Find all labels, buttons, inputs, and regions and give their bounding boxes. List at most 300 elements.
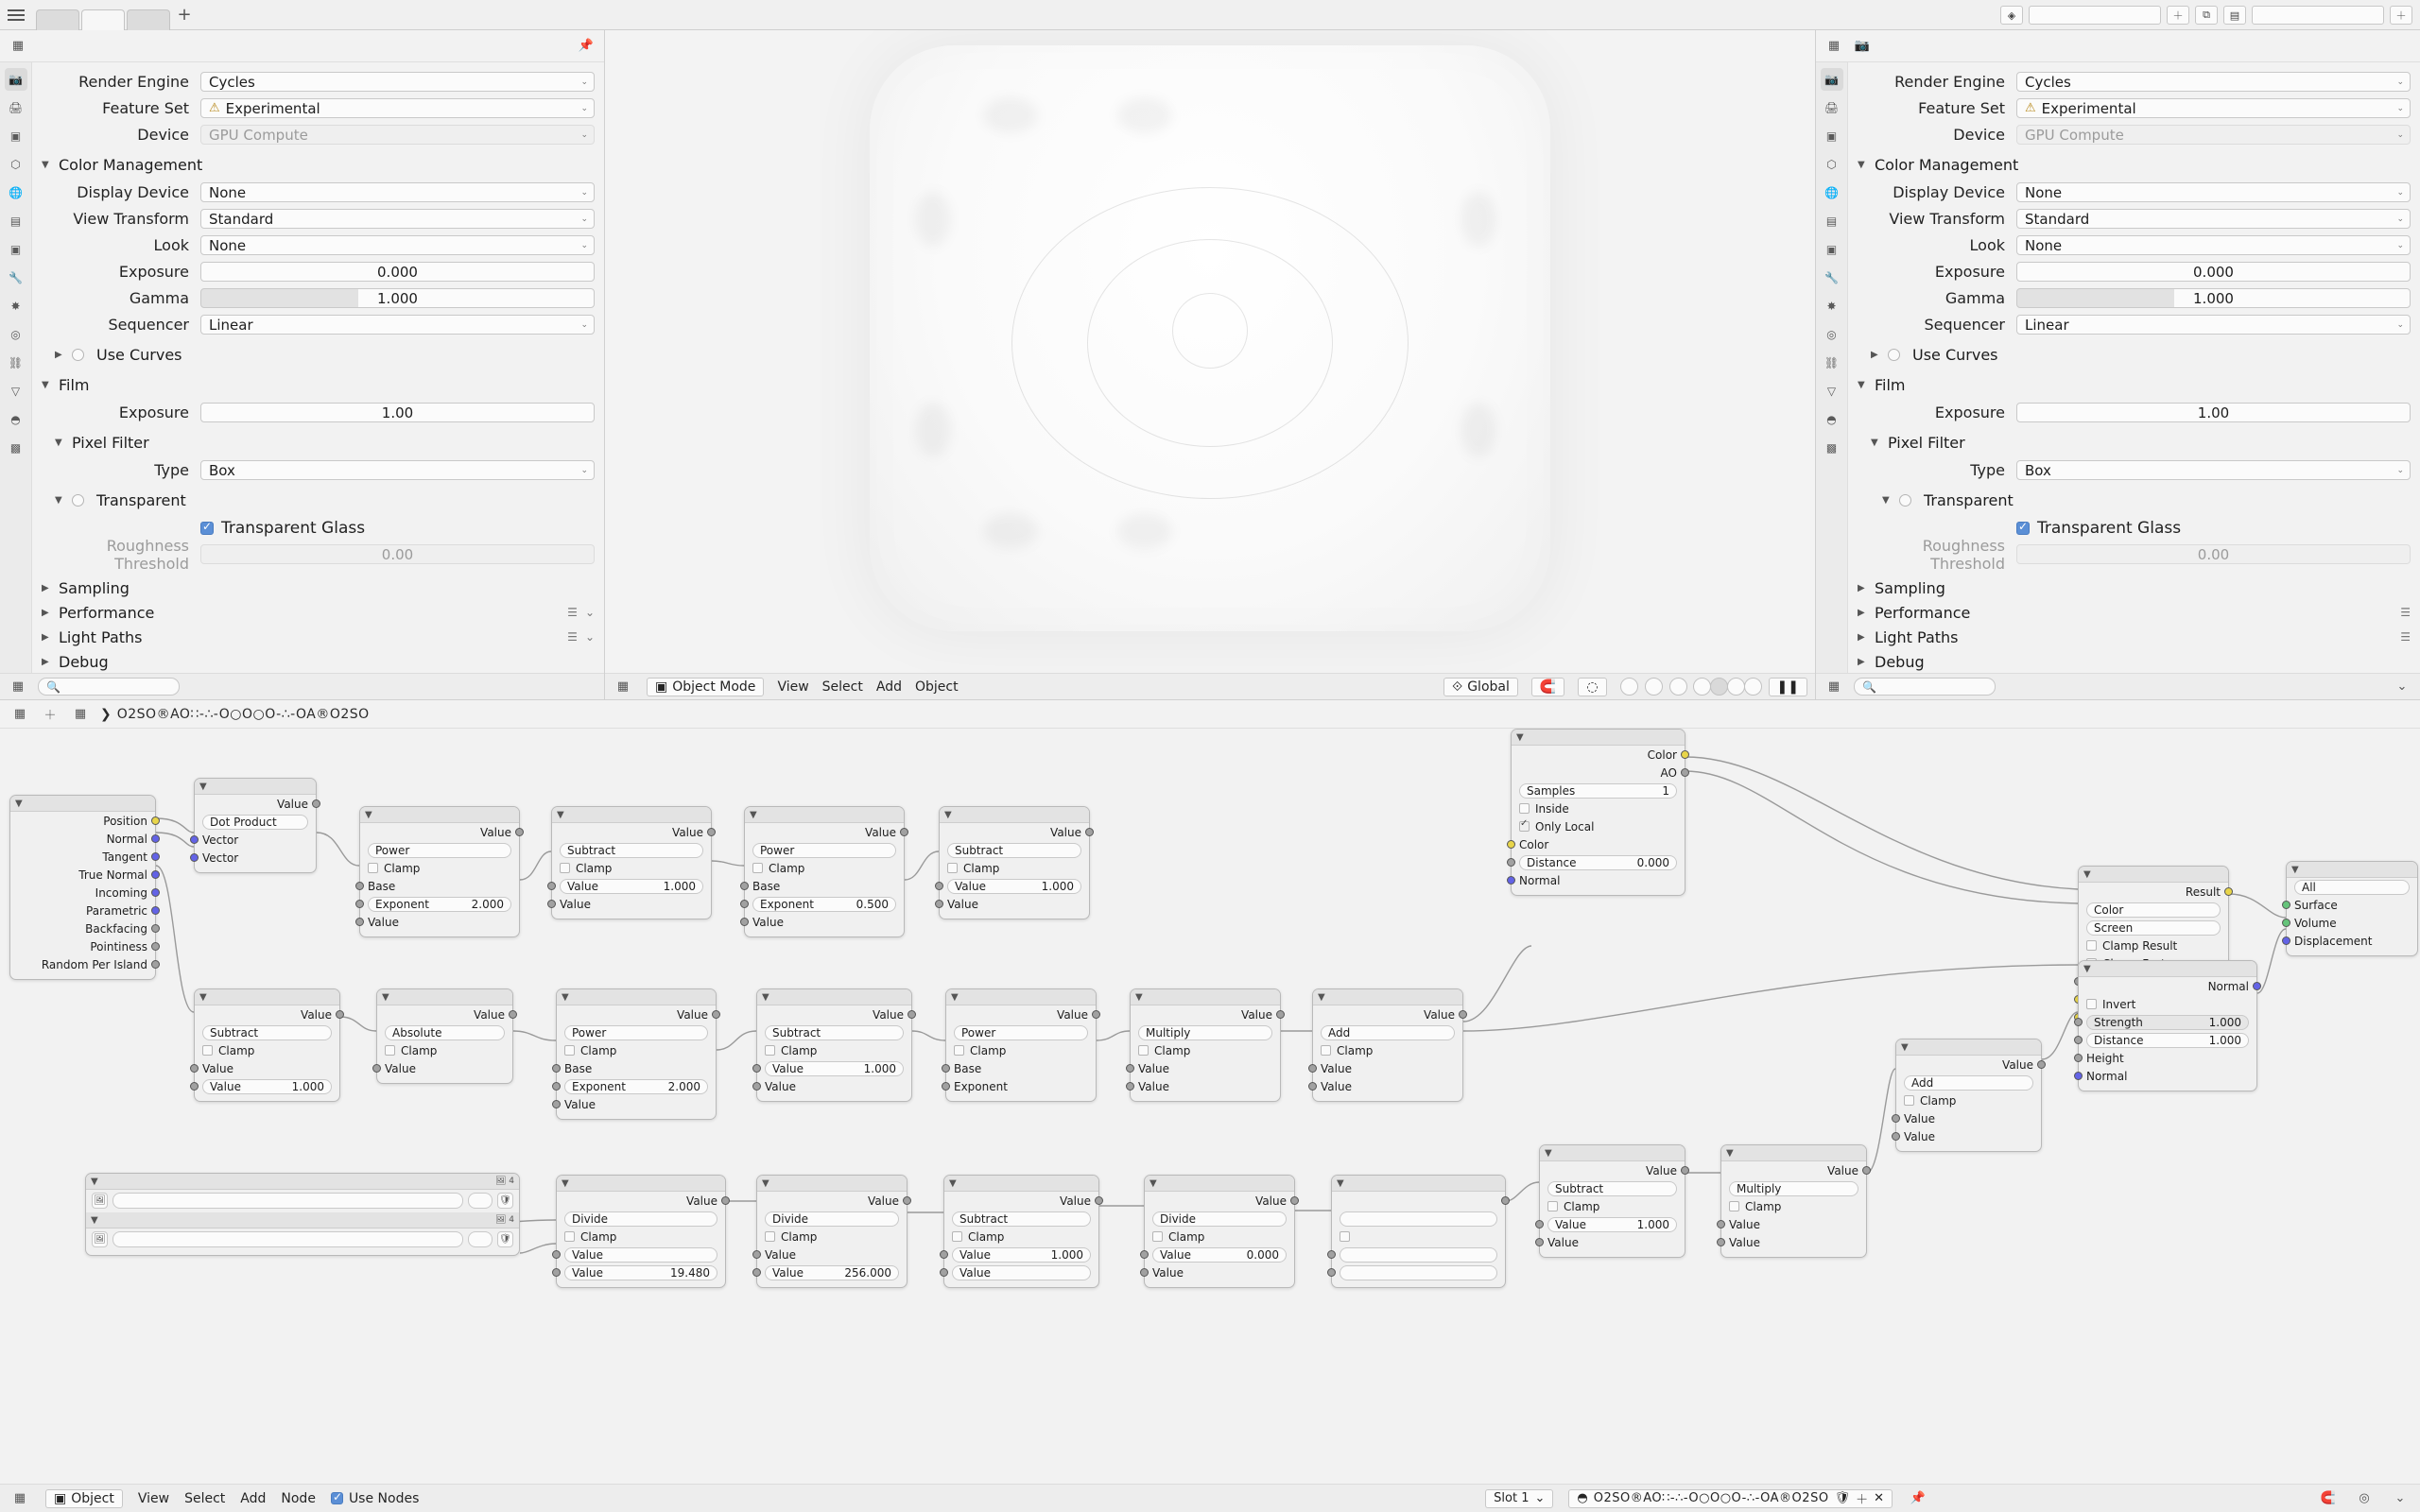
gamma-slider[interactable] — [200, 288, 595, 308]
clamp-checkbox-row[interactable] — [557, 1041, 716, 1059]
image-browse-icon[interactable]: 🖼 — [92, 1231, 108, 1247]
film-exposure-slider[interactable] — [200, 403, 595, 422]
tab-world[interactable]: 🌐 — [9, 186, 23, 199]
pixel-filter-type-dropdown[interactable] — [2016, 460, 2411, 480]
texture-row-2[interactable] — [86, 1228, 519, 1249]
clamp-checkbox-row[interactable] — [1540, 1197, 1685, 1215]
inside-checkbox-row[interactable] — [1512, 799, 1685, 817]
socket-out[interactable] — [151, 924, 160, 933]
clamp-checkbox[interactable] — [1547, 1201, 1558, 1211]
operation-dropdown[interactable] — [552, 841, 711, 859]
operation-dropdown[interactable] — [360, 841, 519, 859]
clamp-checkbox[interactable] — [752, 863, 763, 873]
target-dropdown[interactable] — [2287, 878, 2417, 896]
tab-physics[interactable]: ◎ — [1826, 328, 1837, 341]
socket-out[interactable] — [2037, 1060, 2046, 1069]
clamp-checkbox-row[interactable] — [1332, 1228, 1505, 1246]
light-paths-panel-header[interactable] — [1858, 625, 2411, 649]
socket-in[interactable] — [740, 900, 749, 908]
visibility-icon[interactable] — [1620, 678, 1638, 696]
texture-row-1[interactable] — [86, 1190, 519, 1211]
tab-render[interactable]: 📷 — [5, 68, 27, 91]
node-math-subtract-1[interactable] — [551, 806, 712, 919]
node-math-divide-2[interactable] — [756, 1175, 908, 1288]
socket-out[interactable] — [707, 828, 716, 836]
input-exponent[interactable] — [360, 895, 519, 913]
scene-field[interactable] — [2029, 6, 2161, 25]
clamp-checkbox[interactable] — [564, 1231, 575, 1242]
viewport-menu-object[interactable]: Object — [914, 679, 959, 695]
input-value-1[interactable] — [940, 877, 1089, 895]
node-header[interactable]: ▼ — [552, 807, 711, 823]
tab-collection[interactable]: ▤ — [9, 215, 22, 228]
texture-name-field[interactable] — [112, 1231, 463, 1247]
color-management-panel-header[interactable] — [42, 152, 595, 177]
socket-in[interactable] — [942, 1082, 950, 1091]
inside-checkbox[interactable] — [1519, 803, 1530, 814]
invert-checkbox[interactable] — [2086, 999, 2097, 1009]
tab-scene[interactable]: ⬡ — [10, 158, 21, 171]
use-curves-panel-header[interactable] — [42, 342, 595, 367]
node-header[interactable]: ▼ — [757, 989, 911, 1005]
pin-icon[interactable]: 📌 — [1910, 1491, 1927, 1505]
tab-data[interactable]: ▽ — [1826, 385, 1837, 398]
viewport-menu-view[interactable]: View — [777, 679, 809, 695]
clamp-checkbox-row[interactable] — [1313, 1041, 1462, 1059]
socket-out[interactable] — [151, 834, 160, 843]
tab-render[interactable]: 📷 — [1821, 68, 1843, 91]
socket-out[interactable] — [151, 942, 160, 951]
scene-icon[interactable]: ◈ — [2000, 6, 2023, 25]
socket-in[interactable] — [547, 900, 556, 908]
transparent-glass-checkbox[interactable] — [2016, 522, 2030, 535]
socket-in[interactable] — [1507, 876, 1515, 885]
shader-menu-view[interactable]: View — [137, 1490, 170, 1506]
socket-out[interactable] — [721, 1196, 730, 1205]
viewport-menu-select[interactable]: Select — [821, 679, 863, 695]
editor-type-icon[interactable]: ▦ — [1827, 39, 1841, 53]
operation-dropdown[interactable] — [745, 841, 904, 859]
transparent-glass-checkbox[interactable] — [200, 522, 214, 535]
editor-type-icon[interactable]: ▦ — [13, 707, 26, 721]
film-exposure-slider[interactable] — [2016, 403, 2411, 422]
node-math-subtract-3[interactable] — [194, 988, 340, 1102]
clamp-checkbox-row[interactable] — [1896, 1091, 2041, 1109]
operation-dropdown[interactable] — [195, 1023, 339, 1041]
tab-constraints[interactable]: ⛓ — [1824, 356, 1840, 369]
node-math-multiply-2[interactable] — [1720, 1144, 1867, 1258]
socket-out[interactable] — [2224, 887, 2233, 896]
socket-in[interactable] — [1327, 1250, 1336, 1259]
input-value-1[interactable] — [1332, 1246, 1505, 1263]
tab-texture[interactable]: ▩ — [9, 441, 22, 455]
socket-out[interactable] — [151, 888, 160, 897]
viewlayer-field[interactable] — [2252, 6, 2384, 25]
operation-dropdown[interactable] — [1721, 1179, 1866, 1197]
shield-icon[interactable]: 🛡 — [497, 1193, 513, 1209]
tab-collection[interactable]: ▤ — [1825, 215, 1838, 228]
workspace-tab-3[interactable] — [127, 9, 170, 30]
viewport-3d[interactable] — [605, 30, 1815, 699]
socket-in[interactable] — [190, 1064, 199, 1073]
node-header[interactable]: ▼ — [1540, 1145, 1685, 1161]
clamp-checkbox[interactable] — [385, 1045, 395, 1056]
exposure-slider[interactable] — [200, 262, 595, 282]
socket-out[interactable] — [1085, 828, 1094, 836]
render-engine-dropdown[interactable] — [2016, 72, 2411, 92]
app-menu-icon[interactable] — [0, 0, 32, 30]
operation-dropdown[interactable] — [377, 1023, 512, 1041]
socket-in[interactable] — [190, 1082, 199, 1091]
color-management-panel-header[interactable] — [1858, 152, 2411, 177]
editor-type-icon[interactable]: ▦ — [616, 679, 630, 694]
operation-dropdown[interactable] — [1332, 1210, 1505, 1228]
node-math-subtract-2[interactable] — [939, 806, 1090, 919]
node-header[interactable]: ▼ — [195, 989, 339, 1005]
input-value-2[interactable] — [195, 1077, 339, 1095]
clamp-checkbox[interactable] — [1340, 1231, 1350, 1242]
viewlayer-icon[interactable]: ▤ — [2223, 6, 2246, 25]
clamp-checkbox[interactable] — [202, 1045, 213, 1056]
tab-particles[interactable]: ✸ — [1826, 300, 1837, 313]
look-dropdown[interactable] — [2016, 235, 2411, 255]
clamp-checkbox[interactable] — [765, 1045, 775, 1056]
overlay-icon[interactable] — [1669, 678, 1687, 696]
display-device-dropdown[interactable] — [200, 182, 595, 202]
socket-in[interactable] — [2282, 919, 2290, 927]
close-icon[interactable]: ✕ — [1874, 1491, 1884, 1505]
socket-in[interactable] — [547, 882, 556, 890]
input-exponent[interactable] — [557, 1077, 716, 1095]
add-workspace-button[interactable]: + — [177, 4, 192, 25]
snapping-toggle[interactable] — [1531, 678, 1564, 696]
clamp-checkbox-row[interactable] — [944, 1228, 1098, 1246]
mode-selector[interactable] — [647, 678, 764, 696]
input-value-1[interactable] — [557, 1246, 725, 1263]
socket-in[interactable] — [1126, 1064, 1134, 1073]
tab-modifiers[interactable]: 🔧 — [9, 271, 23, 284]
input-value-2[interactable] — [1332, 1263, 1505, 1281]
operation-dropdown[interactable] — [195, 813, 316, 831]
socket-in[interactable] — [740, 882, 749, 890]
input-value-2[interactable] — [557, 1263, 725, 1281]
viewport-menu-add[interactable]: Add — [875, 679, 902, 695]
node-header[interactable]: ▼ — [1145, 1176, 1294, 1192]
socket-in[interactable] — [1308, 1082, 1317, 1091]
view-transform-dropdown[interactable] — [200, 209, 595, 229]
socket-in[interactable] — [1892, 1132, 1900, 1141]
tab-world[interactable]: 🌐 — [1824, 186, 1839, 199]
node-math-power-1[interactable] — [359, 806, 520, 937]
data-type-dropdown[interactable] — [2079, 901, 2228, 919]
node-header[interactable]: ▼ 🖼 4 — [86, 1174, 519, 1190]
node-math-divide-4[interactable] — [1331, 1175, 1506, 1288]
add-node-icon[interactable]: ＋ — [43, 709, 57, 723]
shader-menu-select[interactable]: Select — [184, 1490, 226, 1506]
node-header[interactable]: ▼ — [940, 807, 1089, 823]
input-value-2[interactable] — [944, 1263, 1098, 1281]
tab-material[interactable]: ◓ — [1826, 413, 1837, 426]
socket-in[interactable] — [2282, 936, 2290, 945]
editor-type-icon[interactable]: ▦ — [11, 679, 25, 694]
socket-in[interactable] — [1507, 858, 1515, 867]
search-input[interactable] — [38, 678, 180, 696]
texture-name-field[interactable] — [112, 1193, 463, 1209]
socket-out[interactable] — [1862, 1166, 1871, 1175]
operation-dropdown[interactable] — [1896, 1074, 2041, 1091]
clamp-checkbox-row[interactable] — [745, 859, 904, 877]
new-scene-icon[interactable]: ＋ — [2167, 6, 2189, 25]
socket-out[interactable] — [1681, 750, 1689, 759]
input-strength[interactable] — [2079, 1013, 2256, 1031]
invert-checkbox-row[interactable] — [2079, 995, 2256, 1013]
socket-in[interactable] — [752, 1268, 761, 1277]
clamp-checkbox-row[interactable] — [557, 1228, 725, 1246]
tab-constraints[interactable]: ⛓ — [8, 356, 24, 369]
socket-in[interactable] — [1327, 1268, 1336, 1277]
snap-icon[interactable]: ▦ — [74, 707, 87, 721]
socket-in[interactable] — [752, 1064, 761, 1073]
socket-in[interactable] — [552, 1100, 561, 1108]
socket-in[interactable] — [1507, 840, 1515, 849]
tab-material[interactable]: ◓ — [10, 413, 21, 426]
tab-particles[interactable]: ✸ — [10, 300, 21, 313]
socket-out[interactable] — [312, 799, 320, 808]
performance-panel-header[interactable] — [1858, 600, 2411, 625]
shader-menu-node[interactable]: Node — [281, 1490, 316, 1506]
socket-out[interactable] — [336, 1010, 344, 1019]
node-bump[interactable] — [2078, 960, 2257, 1091]
node-math-power-3[interactable] — [556, 988, 717, 1120]
use-curves-checkbox[interactable] — [1888, 349, 1900, 361]
socket-in[interactable] — [1535, 1220, 1544, 1228]
image-browse-icon[interactable]: 🖼 — [92, 1193, 108, 1209]
socket-out[interactable] — [151, 960, 160, 969]
shield-icon[interactable]: 🛡 — [1834, 1491, 1851, 1505]
view-transform-dropdown[interactable] — [2016, 209, 2411, 229]
socket-out[interactable] — [509, 1010, 517, 1019]
socket-in[interactable] — [1140, 1250, 1149, 1259]
socket-in[interactable] — [940, 1268, 948, 1277]
node-math-power-4[interactable] — [945, 988, 1097, 1102]
socket-in[interactable] — [1892, 1114, 1900, 1123]
node-math-divide-1[interactable] — [556, 1175, 726, 1288]
search-input[interactable] — [1854, 678, 1996, 696]
feature-set-dropdown[interactable] — [200, 98, 595, 118]
node-header[interactable]: ▼ — [195, 779, 316, 795]
pause-render-button[interactable]: ❚❚ — [1769, 678, 1807, 696]
clamp-checkbox[interactable] — [1904, 1095, 1914, 1106]
clamp-checkbox[interactable] — [952, 1231, 962, 1242]
socket-out[interactable] — [1276, 1010, 1285, 1019]
only-local-checkbox[interactable] — [1519, 821, 1530, 832]
operation-dropdown[interactable] — [757, 1210, 907, 1228]
clamp-checkbox-row[interactable] — [757, 1228, 907, 1246]
shading-wireframe-button[interactable] — [1693, 678, 1711, 696]
tab-output[interactable]: 🖨 — [1824, 101, 1840, 114]
operation-dropdown[interactable] — [1313, 1023, 1462, 1041]
socket-in[interactable] — [552, 1082, 561, 1091]
socket-in[interactable] — [355, 900, 364, 908]
socket-out[interactable] — [151, 870, 160, 879]
sampling-panel-header[interactable] — [1858, 576, 2411, 600]
clamp-checkbox-row[interactable] — [377, 1041, 512, 1059]
sampling-panel-header[interactable] — [42, 576, 595, 600]
node-header[interactable]: ▼ — [1332, 1176, 1505, 1192]
material-slot-dropdown[interactable] — [1485, 1489, 1553, 1508]
socket-in[interactable] — [2074, 1036, 2083, 1044]
socket-in[interactable] — [1140, 1268, 1149, 1277]
preset-list-icon[interactable]: ☰ — [567, 606, 578, 619]
node-header[interactable]: ▼ — [1721, 1145, 1866, 1161]
socket-out[interactable] — [2253, 982, 2261, 990]
debug-panel-header[interactable] — [1858, 649, 2411, 674]
texture-users-count[interactable] — [468, 1193, 493, 1209]
socket-out[interactable] — [900, 828, 908, 836]
input-value-1[interactable] — [1145, 1246, 1294, 1263]
node-header[interactable]: ▼ — [10, 796, 155, 812]
socket-out[interactable] — [908, 1010, 916, 1019]
shading-solid-button[interactable] — [1710, 678, 1728, 696]
socket-in[interactable] — [752, 1250, 761, 1259]
shading-material-button[interactable] — [1727, 678, 1745, 696]
tab-physics[interactable]: ◎ — [10, 328, 21, 341]
editor-type-icon[interactable]: ▦ — [1827, 679, 1841, 694]
workspace-tab-1[interactable] — [36, 9, 79, 30]
clamp-checkbox[interactable] — [368, 863, 378, 873]
socket-in[interactable] — [1126, 1082, 1134, 1091]
preset-list-icon[interactable]: ☰ — [567, 630, 578, 644]
render-icon[interactable]: 📷 — [1854, 39, 1871, 53]
new-material-icon[interactable]: ＋ — [1856, 1493, 1869, 1507]
socket-in[interactable] — [2282, 901, 2290, 909]
shader-menu-add[interactable]: Add — [240, 1490, 267, 1506]
node-header[interactable]: ▼ — [745, 807, 904, 823]
clamp-checkbox-row[interactable] — [360, 859, 519, 877]
preset-list-icon[interactable]: ☰ — [2400, 630, 2411, 644]
socket-out[interactable] — [1092, 1010, 1100, 1019]
light-paths-panel-header[interactable] — [42, 625, 595, 649]
node-math-divide-3[interactable] — [943, 1175, 1099, 1288]
input-distance[interactable] — [1512, 853, 1685, 871]
tab-output[interactable]: 🖨 — [8, 101, 24, 114]
operation-dropdown[interactable] — [1145, 1210, 1294, 1228]
socket-in[interactable] — [1535, 1238, 1544, 1246]
clamp-result-row[interactable] — [2079, 936, 2228, 954]
node-header[interactable]: ▼ — [2287, 862, 2417, 878]
socket-in[interactable] — [940, 1250, 948, 1259]
node-math-power-2[interactable] — [744, 806, 905, 937]
input-value-1[interactable] — [1540, 1215, 1685, 1233]
render-engine-dropdown[interactable] — [200, 72, 595, 92]
pixel-filter-panel-header[interactable] — [42, 430, 595, 455]
socket-in[interactable] — [355, 918, 364, 926]
tab-object[interactable]: ▣ — [1825, 243, 1838, 256]
node-header[interactable]: ▼ — [1896, 1040, 2041, 1056]
socket-out[interactable] — [1501, 1196, 1510, 1205]
socket-in[interactable] — [935, 882, 943, 890]
node-ambient-occlusion[interactable] — [1511, 729, 1685, 896]
operation-dropdown[interactable] — [557, 1210, 725, 1228]
input-value-1[interactable] — [757, 1059, 911, 1077]
input-value-2[interactable] — [757, 1263, 907, 1281]
socket-out[interactable] — [151, 816, 160, 825]
clamp-checkbox-row[interactable] — [946, 1041, 1096, 1059]
socket-in[interactable] — [552, 1250, 561, 1259]
only-local-checkbox-row[interactable] — [1512, 817, 1685, 835]
node-canvas[interactable] — [0, 729, 2420, 1484]
node-math-absolute[interactable] — [376, 988, 513, 1084]
socket-out[interactable] — [1681, 1166, 1689, 1175]
socket-out[interactable] — [151, 852, 160, 861]
clamp-checkbox-row[interactable] — [195, 1041, 339, 1059]
clamp-checkbox[interactable] — [1729, 1201, 1739, 1211]
socket-out[interactable] — [151, 906, 160, 915]
editor-type-icon[interactable]: ▦ — [11, 39, 25, 53]
node-math-subtract-6[interactable] — [1144, 1175, 1295, 1288]
exposure-slider[interactable] — [2016, 262, 2411, 282]
material-name-field[interactable] — [1568, 1489, 1893, 1508]
use-curves-checkbox[interactable] — [72, 349, 84, 361]
sequencer-dropdown[interactable] — [200, 315, 595, 335]
socket-in[interactable] — [1717, 1238, 1725, 1246]
operation-dropdown[interactable] — [1131, 1023, 1280, 1041]
debug-panel-header[interactable] — [42, 649, 595, 674]
node-header[interactable]: ▼ — [757, 1176, 907, 1192]
editor-type-icon[interactable]: ▦ — [13, 1491, 26, 1505]
node-header[interactable]: ▼ — [1131, 989, 1280, 1005]
tab-view-layer[interactable]: ▣ — [1825, 129, 1838, 143]
viewport-canvas[interactable] — [605, 30, 1815, 673]
node-header[interactable]: ▼ — [2079, 867, 2228, 883]
samples-field[interactable] — [1512, 782, 1685, 799]
operation-dropdown[interactable] — [940, 841, 1089, 859]
new-viewlayer-icon[interactable]: ＋ — [2390, 6, 2412, 25]
node-vector-math[interactable] — [194, 778, 317, 873]
input-value-1[interactable] — [944, 1246, 1098, 1263]
feature-set-dropdown[interactable] — [2016, 98, 2411, 118]
socket-in[interactable] — [552, 1064, 561, 1073]
tab-data[interactable]: ▽ — [10, 385, 21, 398]
preset-add-icon[interactable]: ⌄ — [584, 606, 595, 619]
performance-panel-header[interactable] — [42, 600, 595, 625]
input-value-1[interactable] — [552, 877, 711, 895]
clamp-checkbox[interactable] — [947, 863, 958, 873]
clamp-checkbox[interactable] — [954, 1045, 964, 1056]
workspace-tab-2[interactable] — [81, 9, 125, 30]
texture-users-count[interactable] — [468, 1231, 493, 1247]
blend-mode-dropdown[interactable] — [2079, 919, 2228, 936]
sequencer-dropdown[interactable] — [2016, 315, 2411, 335]
node-header[interactable]: ▼ — [1512, 730, 1685, 746]
operation-dropdown[interactable] — [946, 1023, 1096, 1041]
node-header[interactable]: ▼ — [377, 989, 512, 1005]
snap-toggle-icon[interactable]: 🧲 — [2320, 1491, 2337, 1505]
clamp-checkbox-row[interactable] — [940, 859, 1089, 877]
transparent-panel-header[interactable] — [42, 488, 595, 512]
node-math-add-1[interactable] — [1312, 988, 1463, 1102]
tab-object[interactable]: ▣ — [9, 243, 22, 256]
socket-in[interactable] — [2074, 1054, 2083, 1062]
operation-dropdown[interactable] — [1540, 1179, 1685, 1197]
clamp-checkbox[interactable] — [765, 1231, 775, 1242]
gizmo-icon[interactable] — [1645, 678, 1663, 696]
tab-modifiers[interactable]: 🔧 — [1824, 271, 1839, 284]
options-icon[interactable]: ⌄ — [2394, 1491, 2406, 1505]
device-dropdown[interactable] — [2016, 125, 2411, 145]
shading-rendered-button[interactable] — [1744, 678, 1762, 696]
node-math-subtract-5[interactable] — [1539, 1144, 1685, 1258]
